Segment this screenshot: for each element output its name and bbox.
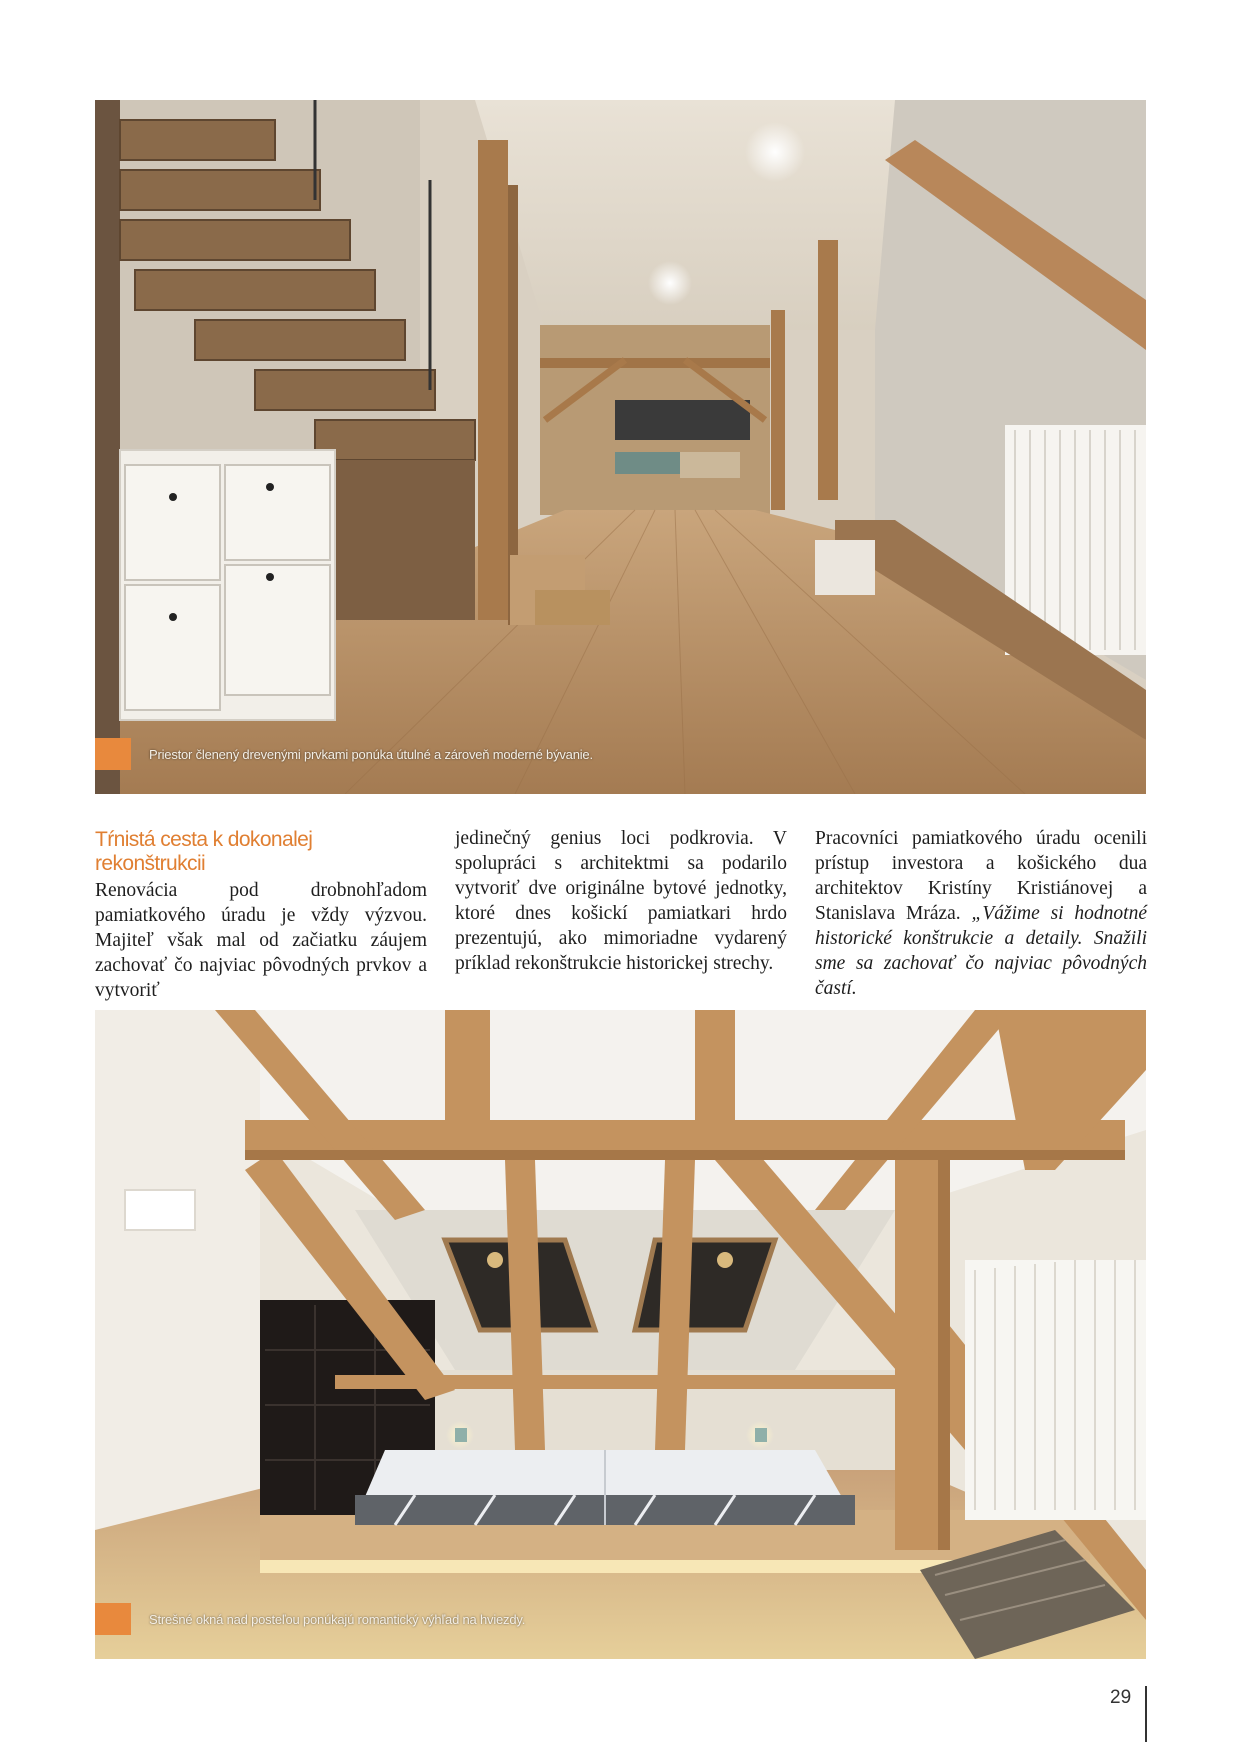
caption-accent-square [95,1603,131,1635]
paragraph-col1: Renovácia pod drobnohľadom pamiatkového úradu je vždy výzvou. Majiteľ však mal od začiatku záujem zachovať čo najviac pôvodných prvkov a vytvoriť [95,880,427,1001]
caption-accent-square [95,738,131,770]
page-number-divider [1145,1686,1147,1742]
caption-text: Priestor členený drevenými prvkami ponúka útulné a zároveň moderné bývanie. [149,746,593,762]
article-column-1 [95,826,427,1003]
photo-caption-top [95,738,593,770]
caption-text: Strešné okná nad posteľou ponúkajú romantický výhľad na hviezdy. [149,1611,526,1627]
page-number: 29 [1110,1687,1132,1708]
paragraph-col2: jedinečný genius loci podkrovia. V spolupráci s architektmi sa podarilo vytvoriť dve originálne bytové jednotky, ktoré dnes košickí pamiatkari hrdo prezentujú, ako mimoriadne vydarený príklad rekonštrukcie historickej strechy. [455,828,787,974]
article-column-2 [455,826,787,976]
photo-caption-bottom [95,1603,525,1635]
photo-attic-living-room [95,100,1146,794]
architect-quote: „Vážime si hodnotné historické konštrukcie a detaily. Snažili sme sa zachovať čo najviac pôvodných častí. [815,903,1147,999]
photo-attic-living-room-illustration [95,100,1146,794]
photo-attic-bedroom-illustration [95,1010,1146,1659]
section-heading: Tŕnistá cesta k dokonalej rekonštrukcii [95,828,313,875]
photo-attic-bedroom [95,1010,1146,1659]
paragraph-col3-text: Pracovníci pamiatkového úradu ocenili prístup investora a košického dua architektov Kristíny Kristiánovej a Stanislava Mráza. [815,828,1147,924]
paragraph-col3 [815,826,1147,1001]
article-column-3 [815,826,1147,1001]
